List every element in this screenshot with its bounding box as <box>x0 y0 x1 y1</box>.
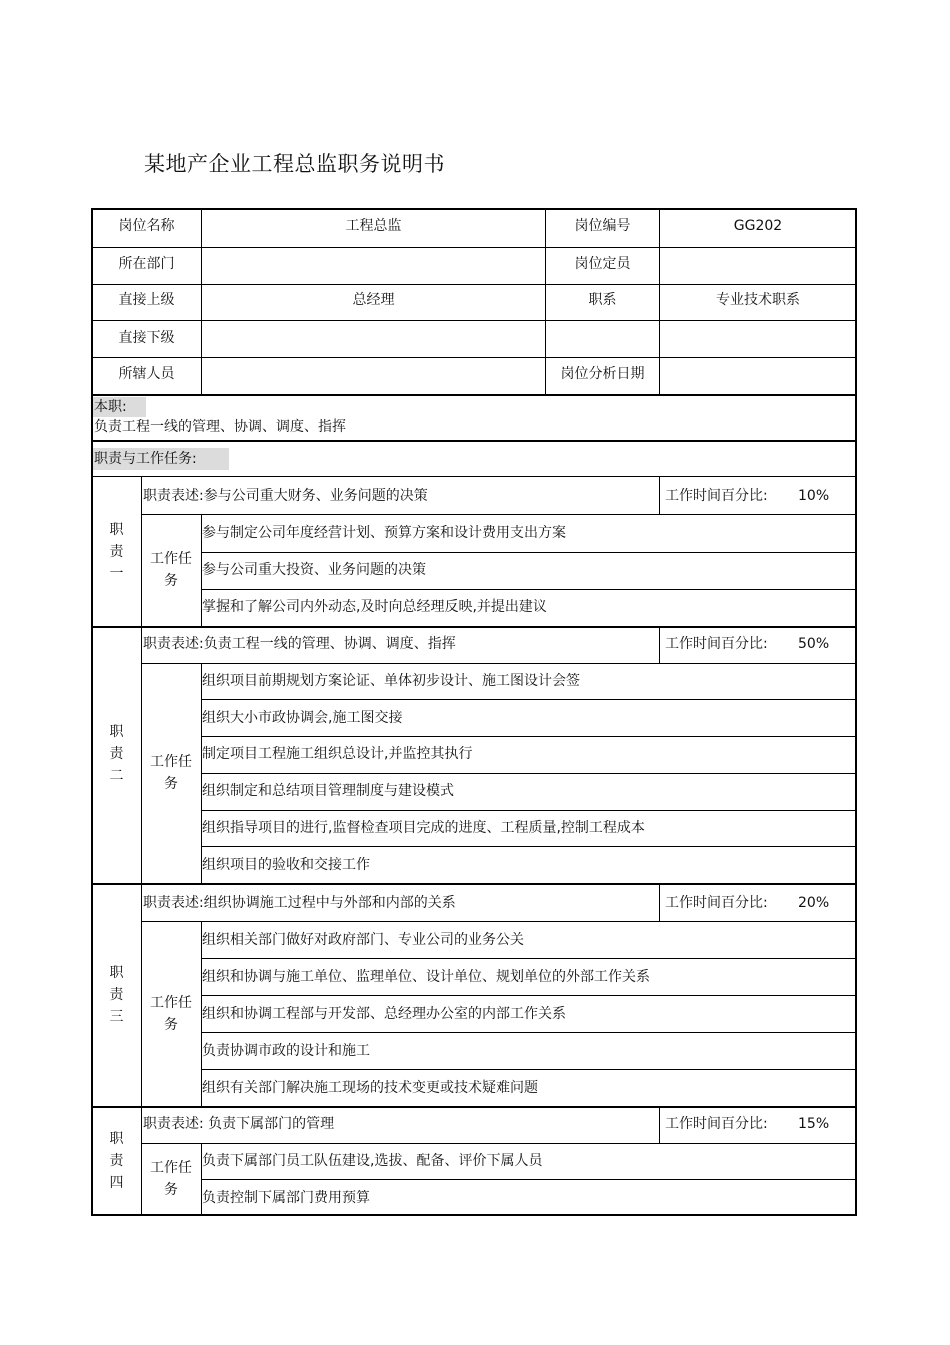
row-divider <box>201 958 856 959</box>
row-divider <box>201 846 856 847</box>
dept-label: 所在部门 <box>118 256 175 272</box>
col-divider <box>659 884 660 921</box>
duty-label: 本职: <box>94 399 127 415</box>
row-divider <box>141 663 856 664</box>
post-no-value: GG202 <box>733 218 783 234</box>
duty-number <box>98 1128 135 1194</box>
post-no-label: 岗位编号 <box>574 218 631 234</box>
duty-description: 职责表述:参与公司重大财务、业务问题的决策 <box>143 487 428 504</box>
block-divider <box>92 883 856 885</box>
row-divider <box>201 699 856 700</box>
duty-number-char: 职 <box>109 724 124 741</box>
series-value: 专业技术职系 <box>716 292 800 308</box>
task-item: 组织指导项目的进行,监督检查项目完成的进度、工程质量,控制工程成本 <box>202 819 645 836</box>
task-item: 组织有关部门解决施工现场的技术变更或技术疑难问题 <box>202 1079 538 1096</box>
duty-number <box>98 721 135 787</box>
row-divider <box>92 440 856 442</box>
row-divider <box>92 247 856 248</box>
task-item: 负责控制下属部门费用预算 <box>202 1189 370 1206</box>
task-item: 组织项目前期规划方案论证、单体初步设计、施工图设计会签 <box>202 673 580 690</box>
row-divider <box>92 394 856 396</box>
duty-number-char: 责 <box>109 987 124 1003</box>
task-label: 工作任务 <box>150 551 192 590</box>
duty-description: 职责表述: 负责下属部门的管理 <box>143 1116 335 1133</box>
row-divider <box>141 921 856 922</box>
row-divider <box>201 736 856 737</box>
task-item: 参与公司重大投资、业务问题的决策 <box>202 562 426 579</box>
col-divider <box>659 1106 660 1143</box>
time-percent-label: 工作时间百分比: <box>665 1116 768 1133</box>
col-divider <box>659 626 660 663</box>
duty-description: 职责表述:负责工程一线的管理、协调、调度、指挥 <box>143 636 456 653</box>
task-item: 组织项目的验收和交接工作 <box>202 856 370 873</box>
task-label: 工作任务 <box>150 994 192 1033</box>
headcount-label: 岗位定员 <box>574 256 631 272</box>
row-divider <box>201 589 856 590</box>
time-percent-value: 50% <box>798 636 830 653</box>
row-divider <box>92 320 856 321</box>
duty-number-char: 责 <box>109 543 124 560</box>
duty-number-char: 职 <box>109 521 124 538</box>
block-divider <box>92 1106 856 1108</box>
task-label: 工作任务 <box>150 753 192 792</box>
task-item: 制定项目工程施工组织总设计,并监控其执行 <box>202 746 473 763</box>
row-divider <box>201 1179 856 1180</box>
time-percent-value: 20% <box>798 894 830 911</box>
task-item: 组织大小市政协调会,施工图交接 <box>202 709 403 726</box>
col-divider <box>141 1106 142 1216</box>
duty-number-char: 三 <box>109 1009 124 1025</box>
task-item: 组织相关部门做好对政府部门、专业公司的业务公关 <box>202 931 524 948</box>
duty-number-char: 责 <box>109 1153 124 1169</box>
task-label: 工作任务 <box>150 1160 192 1199</box>
col-divider <box>659 477 660 514</box>
task-item: 参与制定公司年度经营计划、预算方案和设计费用支出方案 <box>202 524 566 541</box>
subordinate-label: 直接下级 <box>118 330 175 346</box>
duty-description: 职责表述:组织协调施工过程中与外部和内部的关系 <box>143 894 456 911</box>
duty-number-char: 职 <box>109 965 124 981</box>
time-percent-value: 10% <box>798 487 830 504</box>
post-name-label: 岗位名称 <box>118 218 175 234</box>
task-item: 掌握和了解公司内外动态,及时向总经理反映,并提出建议 <box>202 599 547 616</box>
superior-label: 直接上级 <box>118 292 175 308</box>
task-item: 负责协调市政的设计和施工 <box>202 1042 370 1059</box>
duty-number-char: 责 <box>109 746 124 763</box>
task-item: 组织和协调工程部与开发部、总经理办公室的内部工作关系 <box>202 1005 566 1022</box>
superior-value: 总经理 <box>352 292 395 308</box>
post-name-value: 工程总监 <box>345 218 402 234</box>
duty-number-char: 四 <box>109 1175 124 1191</box>
col-divider <box>141 626 142 883</box>
row-divider <box>92 476 856 477</box>
row-divider <box>141 1143 856 1144</box>
time-percent-label: 工作时间百分比: <box>665 894 768 911</box>
staff-label: 所辖人员 <box>118 366 175 382</box>
tasks-heading: 职责与工作任务: <box>94 451 197 467</box>
page-title: 某地产企业工程总监职务说明书 <box>144 152 445 176</box>
series-label: 职系 <box>588 292 617 308</box>
task-item: 负责下属部门员工队伍建设,选拔、配备、评价下属人员 <box>202 1153 543 1169</box>
time-percent-value: 15% <box>798 1116 830 1133</box>
row-divider <box>201 810 856 811</box>
duty-text: 负责工程一线的管理、协调、调度、指挥 <box>94 419 346 435</box>
duty-number-char: 二 <box>109 768 124 785</box>
duty-number <box>98 519 135 585</box>
task-item: 组织和协调与施工单位、监理单位、设计单位、规划单位的外部工作关系 <box>202 968 650 985</box>
col-divider <box>141 477 142 626</box>
time-percent-label: 工作时间百分比: <box>665 487 768 504</box>
duty-number-char: 职 <box>109 1131 124 1147</box>
col-divider <box>141 884 142 1106</box>
task-item: 组织制定和总结项目管理制度与建设模式 <box>202 783 454 800</box>
row-divider <box>201 552 856 553</box>
analysis-date-label: 岗位分析日期 <box>560 366 645 382</box>
duty-number <box>98 962 135 1028</box>
row-divider <box>92 284 856 285</box>
block-divider <box>92 626 856 628</box>
row-divider <box>201 995 856 996</box>
duty-number-char: 一 <box>109 565 124 582</box>
row-divider <box>201 1069 856 1070</box>
row-divider <box>201 1032 856 1033</box>
row-divider <box>201 773 856 774</box>
row-divider <box>92 357 856 358</box>
time-percent-label: 工作时间百分比: <box>665 636 768 653</box>
row-divider <box>141 514 856 515</box>
